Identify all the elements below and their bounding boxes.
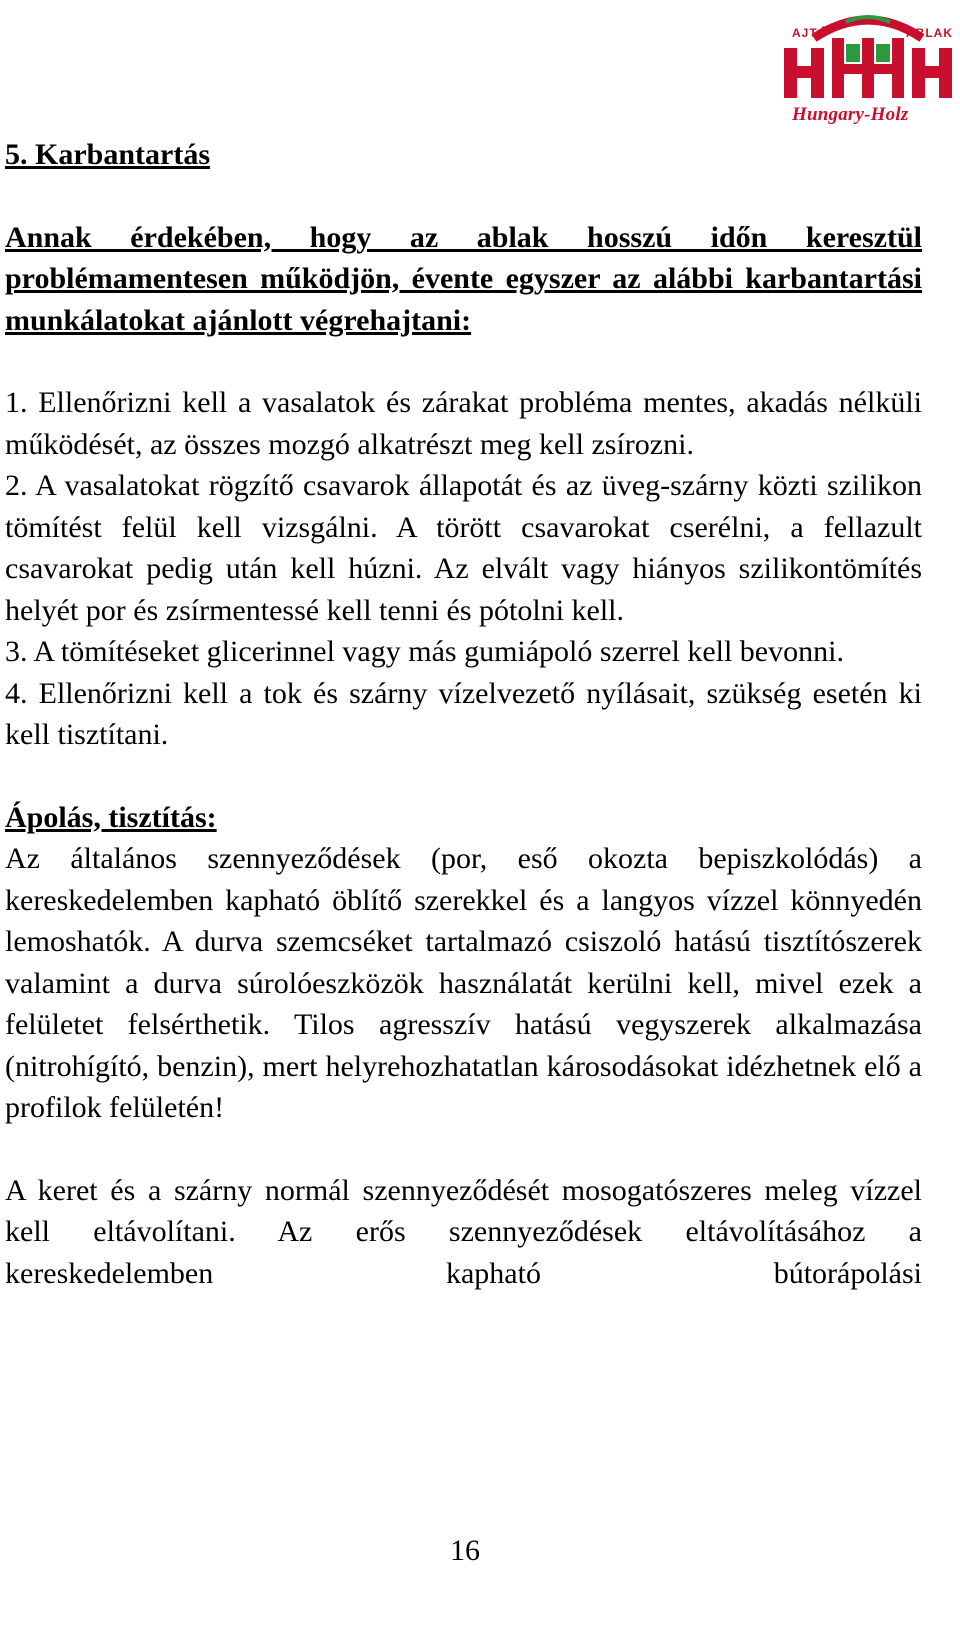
logo-left-word: AJTÓ xyxy=(792,26,829,40)
list-item: 2. A vasalatokat rögzítő csavarok állapotát és az üveg-szárny közti szilikon tömítést felül kell vizsgálni. A törött csavarokat cserélni, a fellazult csavarokat pedig után kell húzni. Az elvált vagy hiányos szilikontömítés helyét por és zsírmentessé kell tenni és pótolni kell. xyxy=(5,469,922,627)
list-item: 1. Ellenőrizni kell a vasalatok és zárakat probléma mentes, akadás nélküli működését, az összes mozgó alkatrészt meg kell zsírozni. xyxy=(5,386,922,461)
care-heading: Ápolás, tisztítás: xyxy=(5,800,217,834)
company-logo xyxy=(784,8,952,132)
section-heading: 5. Karbantartás xyxy=(5,138,210,171)
care-paragraph-2: A keret és a szárny normál szennyeződését mosogatószeres meleg vízzel kell eltávolítani. Az erős szennyeződések eltávolításához a kereskedelemben kapható bútorápolási xyxy=(5,1173,922,1290)
care-paragraph-1: Az általános szennyeződések (por, eső okozta bepiszkolódás) a kereskedelemben kapható öblítő szerekkel és a langyos vízzel könnyedén lemoshatók. A durva szemcséket tartalmazó csiszoló hatású tisztítószerek valamint a durva súrolóeszközök használatát kerülni kell, mivel ezek a felületet felsérthetik. Tilos agresszív hatású vegyszerek alkalmazása (nitrohígító, benzin), mert helyrehozhatatlan károsodásokat idézhetnek elő a profilok felületén! xyxy=(5,842,922,1124)
maintenance-list xyxy=(5,382,922,756)
logo-right-word: ABLAK xyxy=(906,26,953,40)
list-item: 4. Ellenőrizni kell a tok és szárny vízelvezető nyílásait, szükség esetén ki kell tisztítani. xyxy=(5,676,922,751)
list-item: 3. A tömítéseket glicerinnel vagy más gumiápoló szerrel kell bevonni. xyxy=(5,635,844,668)
page-number: 16 xyxy=(450,1534,480,1567)
logo-brand-name: Hungary-Holz xyxy=(792,104,909,125)
document-body xyxy=(5,134,922,1294)
intro-paragraph: Annak érdekében, hogy az ablak hosszú időn keresztül problémamentesen működjön, évente egyszer az alábbi karbantartási munkálatokat ajánlott végrehajtani: xyxy=(5,220,922,337)
